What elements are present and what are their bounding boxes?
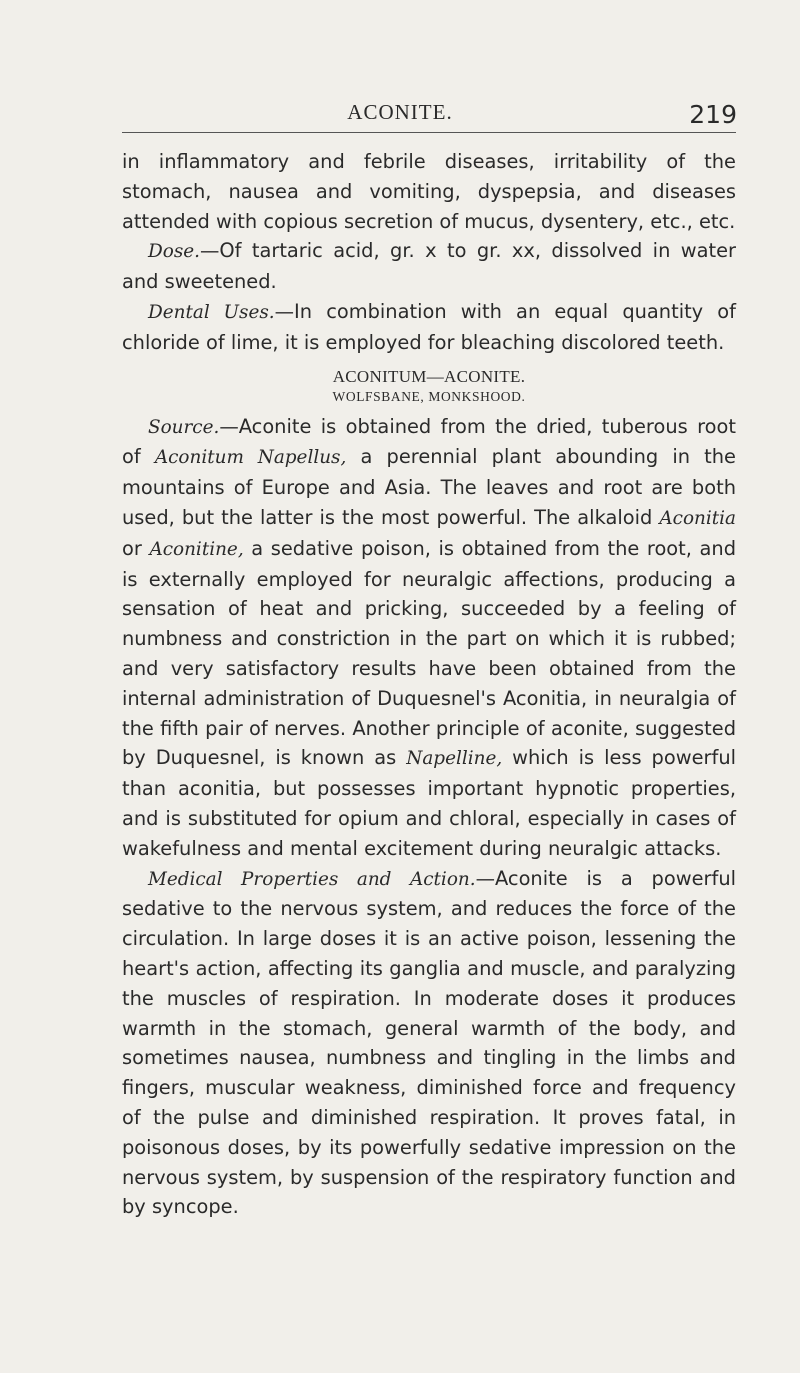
source-text: a perennial plant abounding in the mountains of Europe and Asia. The leaves and root are both used, but the latter is the most powerful. The alkaloid [122,445,736,529]
header-rule [122,132,736,133]
source-italic-napelline: Napelline, [406,748,503,770]
running-head: ACONITE. [347,100,453,124]
section-subtitle: WOLFSBANE, MONKSHOOD. [332,388,526,404]
dose-text: —Of tartaric acid, gr. x to gr. xx, dissolved in water and sweetened. [122,239,736,294]
medical-properties-text: —Aconite is a powerful sedative to the nervous system, and reduces the force of the circulation. In large doses it is an active poison, lessening the heart's action, affecting its ganglia and muscle, and paralyzing the muscles of respiration. In moderate doses it produces warmth in the stomach, general warmth of the body, and sometimes nausea, numbness and tingling in the limbs and fingers, muscular weakness, diminished force and frequency of the pulse and diminished respiration. It proves fatal, in poisonous doses, by its powerfully sedative impression on the nervous system, by suspension of the respiratory function and by syncope. [122,866,736,1219]
dose-paragraph [122,236,736,297]
page-body [122,147,736,1222]
medical-properties-paragraph [122,864,736,1223]
source-label: Source. [148,416,220,438]
dental-uses-label: Dental Uses. [148,301,275,323]
intro-text: in inflammatory and febrile diseases, irritability of the stomach, nausea and vomiting, dyspepsia, and diseases attended with copious secretion of mucus, dysentery, etc., etc. [122,150,736,233]
section-title: ACONITUM—ACONITE. [332,366,526,386]
source-text: which is less powerful than aconitia, but possesses important hypnotic properties, and is substituted for opium and chloral, especially in cases of wakefulness and mental excitement during neuralgic attacks. [122,746,736,860]
intro-paragraph [122,147,736,236]
medical-properties-label: Medical Properties and Action. [148,868,476,890]
page-number: 219 [689,100,737,129]
dental-uses-text: —In combination with an equal quantity of chloride of lime, it is employed for bleaching discolored teeth. [122,299,736,354]
dose-label: Dose. [148,241,200,263]
dental-uses-paragraph [122,297,736,358]
source-text: or [122,536,150,560]
source-italic-aconitine: Aconitine, [149,538,244,560]
source-text: —Aconite is obtained from the dried, tuberous root of [122,414,736,469]
source-text: a sedative poison, is obtained from the root, and is externally employed for neuralgic affections, producing a sensation of heat and pricking, succeeded by a feeling of numbness and constriction in the part on which it is rubbed; and very satisfactory results have been obtained from the internal administration of Duquesnel's Aconitia, in neuralgia of the fifth pair of nerves. Another principle of aconite, suggested by Duquesnel, is known as [122,536,737,770]
page-header [0,100,800,140]
source-italic-aconitia: Aconitia [659,507,736,529]
source-italic-species: Aconitum Napellus, [154,447,347,469]
source-paragraph [122,412,736,864]
